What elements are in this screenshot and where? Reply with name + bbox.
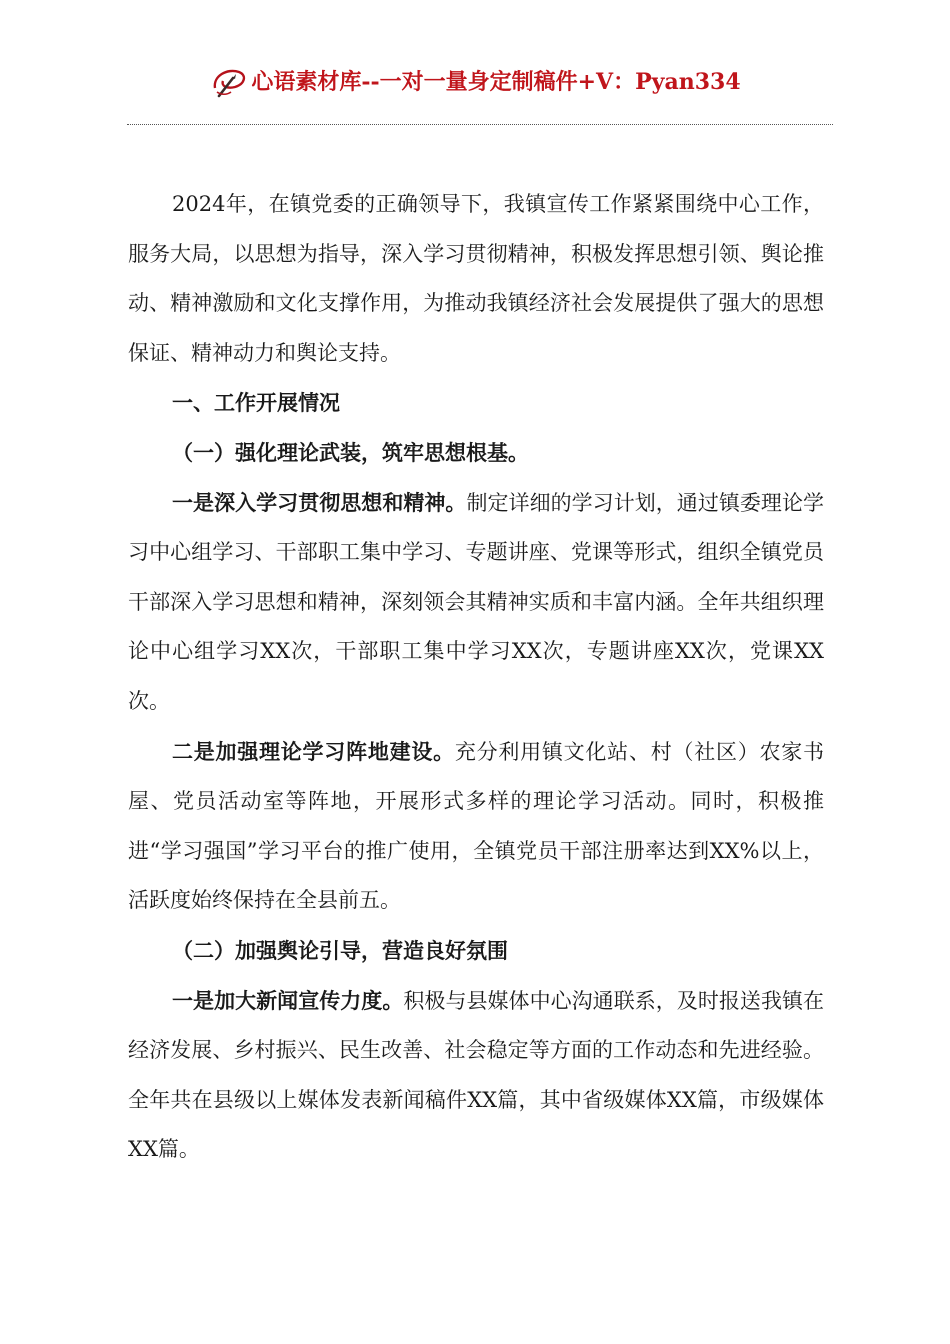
paragraph-2-body: 充分利用镇文化站、村（社区）农家书屋、党员活动室等阵地，开展形式多样的理论学习活动。同时，积极推进“学习强国”学习平台的推广使用，全镇党员干部注册率达到XX%以上，活跃度始终保持在全县前五。	[128, 739, 825, 913]
header-title: 心语素材库--一对一量身定制稿件+V：Pyan334	[251, 68, 741, 95]
paragraph-3-lead: 一是加大新闻宣传力度。	[172, 987, 404, 1013]
paragraph-1-body: 制定详细的学习计划，通过镇委理论学习中心组学习、干部职工集中学习、专题讲座、党课等形式，组织全镇党员干部深入学习思想和精神，深刻领会其精神实质和丰富内涵。全年共组织理论中心组学习XX次，干部职工集中学习XX次，专题讲座XX次，党课XX次。	[128, 490, 825, 713]
header-divider	[127, 124, 833, 125]
sub-heading-2: （二）加强舆论引导，营造良好氛围	[172, 937, 508, 963]
paragraph-3-body: 积极与县媒体中心沟通联系，及时报送我镇在经济发展、乡村振兴、民生改善、社会稳定等方面的工作动态和先进经验。全年共在县级以上媒体发表新闻稿件XX篇，其中省级媒体XX篇，市级媒体XX篇。	[128, 988, 825, 1162]
paragraph-1-lead: 一是深入学习贯彻思想和精神。	[172, 489, 467, 515]
paragraph-3	[128, 976, 824, 1175]
paragraph-2	[128, 727, 824, 926]
sub-heading-1: （一）强化理论武装，筑牢思想根基。	[172, 439, 529, 465]
pen-swirl-logo-icon	[209, 62, 249, 102]
document-body	[128, 180, 824, 1175]
paragraph-1	[128, 478, 824, 727]
paragraph-2-lead: 二是加强理论学习阵地建设。	[172, 738, 455, 764]
intro-paragraph: 2024年，在镇党委的正确领导下，我镇宣传工作紧紧围绕中心工作，服务大局，以思想为指导，深入学习贯彻精神，积极发挥思想引领、舆论推动、精神激励和文化支撑作用，为推动我镇经济社会发展提供了强大的思想保证、精神动力和舆论支持。	[128, 192, 824, 365]
page-header	[0, 58, 950, 102]
section-heading-1: 一、工作开展情况	[172, 390, 340, 416]
